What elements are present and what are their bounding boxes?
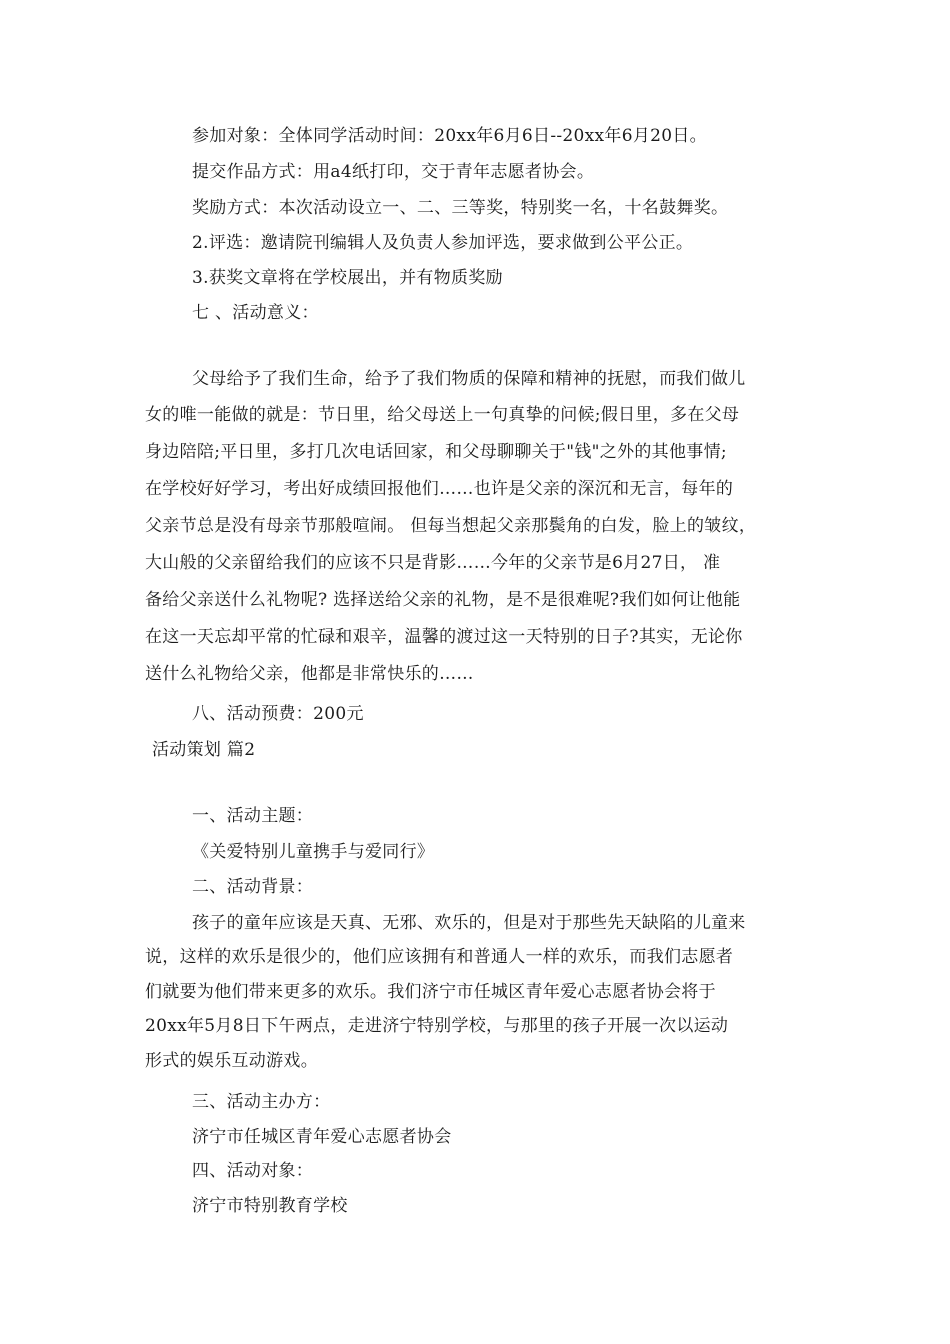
award-line: 奖励方式：本次活动设立一、二、三等奖，特别奖一名，十名鼓舞奖。	[192, 198, 729, 218]
target-name: 济宁市特别教育学校	[192, 1196, 348, 1216]
paragraph-line: 孩子的童年应该是天真、无邪、欢乐的，但是对于那些先天缺陷的儿童来	[192, 913, 746, 933]
participants-line: 参加对象：全体同学活动时间：20xx年6月6日--20xx年6月20日。	[192, 126, 707, 146]
judging-line: 2.评选：邀请院刊编辑人及负责人参加评选，要求做到公平公正。	[192, 233, 694, 253]
paragraph-line: 女的唯一能做的就是：节日里，给父母送上一句真挚的问候;假日里，多在父母	[145, 405, 740, 425]
paragraph-line: 们就要为他们带来更多的欢乐。我们济宁市任城区青年爱心志愿者协会将于	[145, 982, 716, 1002]
part-title: 活动策划 篇2	[152, 740, 256, 760]
paragraph-line: 备给父亲送什么礼物呢? 选择送给父亲的礼物，是不是很难呢?我们如何让他能	[145, 590, 741, 610]
paragraph-line: 身边陪陪;平日里，多打几次电话回家，和父母聊聊关于"钱"之外的其他事情;	[145, 442, 727, 462]
organizer-name: 济宁市任城区青年爱心志愿者协会	[192, 1127, 452, 1147]
exhibition-line: 3.获奖文章将在学校展出，并有物质奖励	[192, 268, 503, 288]
paragraph-line: 父亲节总是没有母亲节那般喧闹。 但每当想起父亲那鬓角的白发，脸上的皱纹，	[145, 516, 757, 536]
paragraph-line: 父母给予了我们生命，给予了我们物质的保障和精神的抚慰，而我们做儿	[192, 369, 746, 389]
section-heading-background: 二、活动背景：	[192, 877, 314, 897]
section-heading-target: 四、活动对象：	[192, 1161, 314, 1181]
paragraph-line: 在学校好好学习，考出好成绩回报他们……也许是父亲的深沉和无言，每年的	[145, 479, 734, 499]
theme-title: 《关爱特别儿童携手与爱同行》	[192, 842, 435, 862]
section-heading-organizer: 三、活动主办方：	[192, 1092, 331, 1112]
section-heading-theme: 一、活动主题：	[192, 806, 314, 826]
paragraph-line: 20xx年5月8日下午两点，走进济宁特别学校，与那里的孩子开展一次以运动	[145, 1016, 729, 1036]
paragraph-line: 在这一天忘却平常的忙碌和艰辛，温馨的渡过这一天特别的日子?其实，无论你	[145, 627, 743, 647]
paragraph-line: 送什么礼物给父亲，他都是非常快乐的……	[145, 664, 474, 684]
paragraph-line: 说，这样的欢乐是很少的，他们应该拥有和普通人一样的欢乐，而我们志愿者	[145, 947, 734, 967]
paragraph-line: 大山般的父亲留给我们的应该不只是背影……今年的父亲节是6月27日， 准	[145, 553, 721, 573]
section-heading-significance: 七 、活动意义：	[192, 303, 319, 323]
submission-line: 提交作品方式：用a4纸打印，交于青年志愿者协会。	[192, 162, 595, 182]
paragraph-line: 形式的娱乐互动游戏。	[145, 1051, 318, 1071]
budget-line: 八、活动预费：200元	[192, 704, 364, 724]
